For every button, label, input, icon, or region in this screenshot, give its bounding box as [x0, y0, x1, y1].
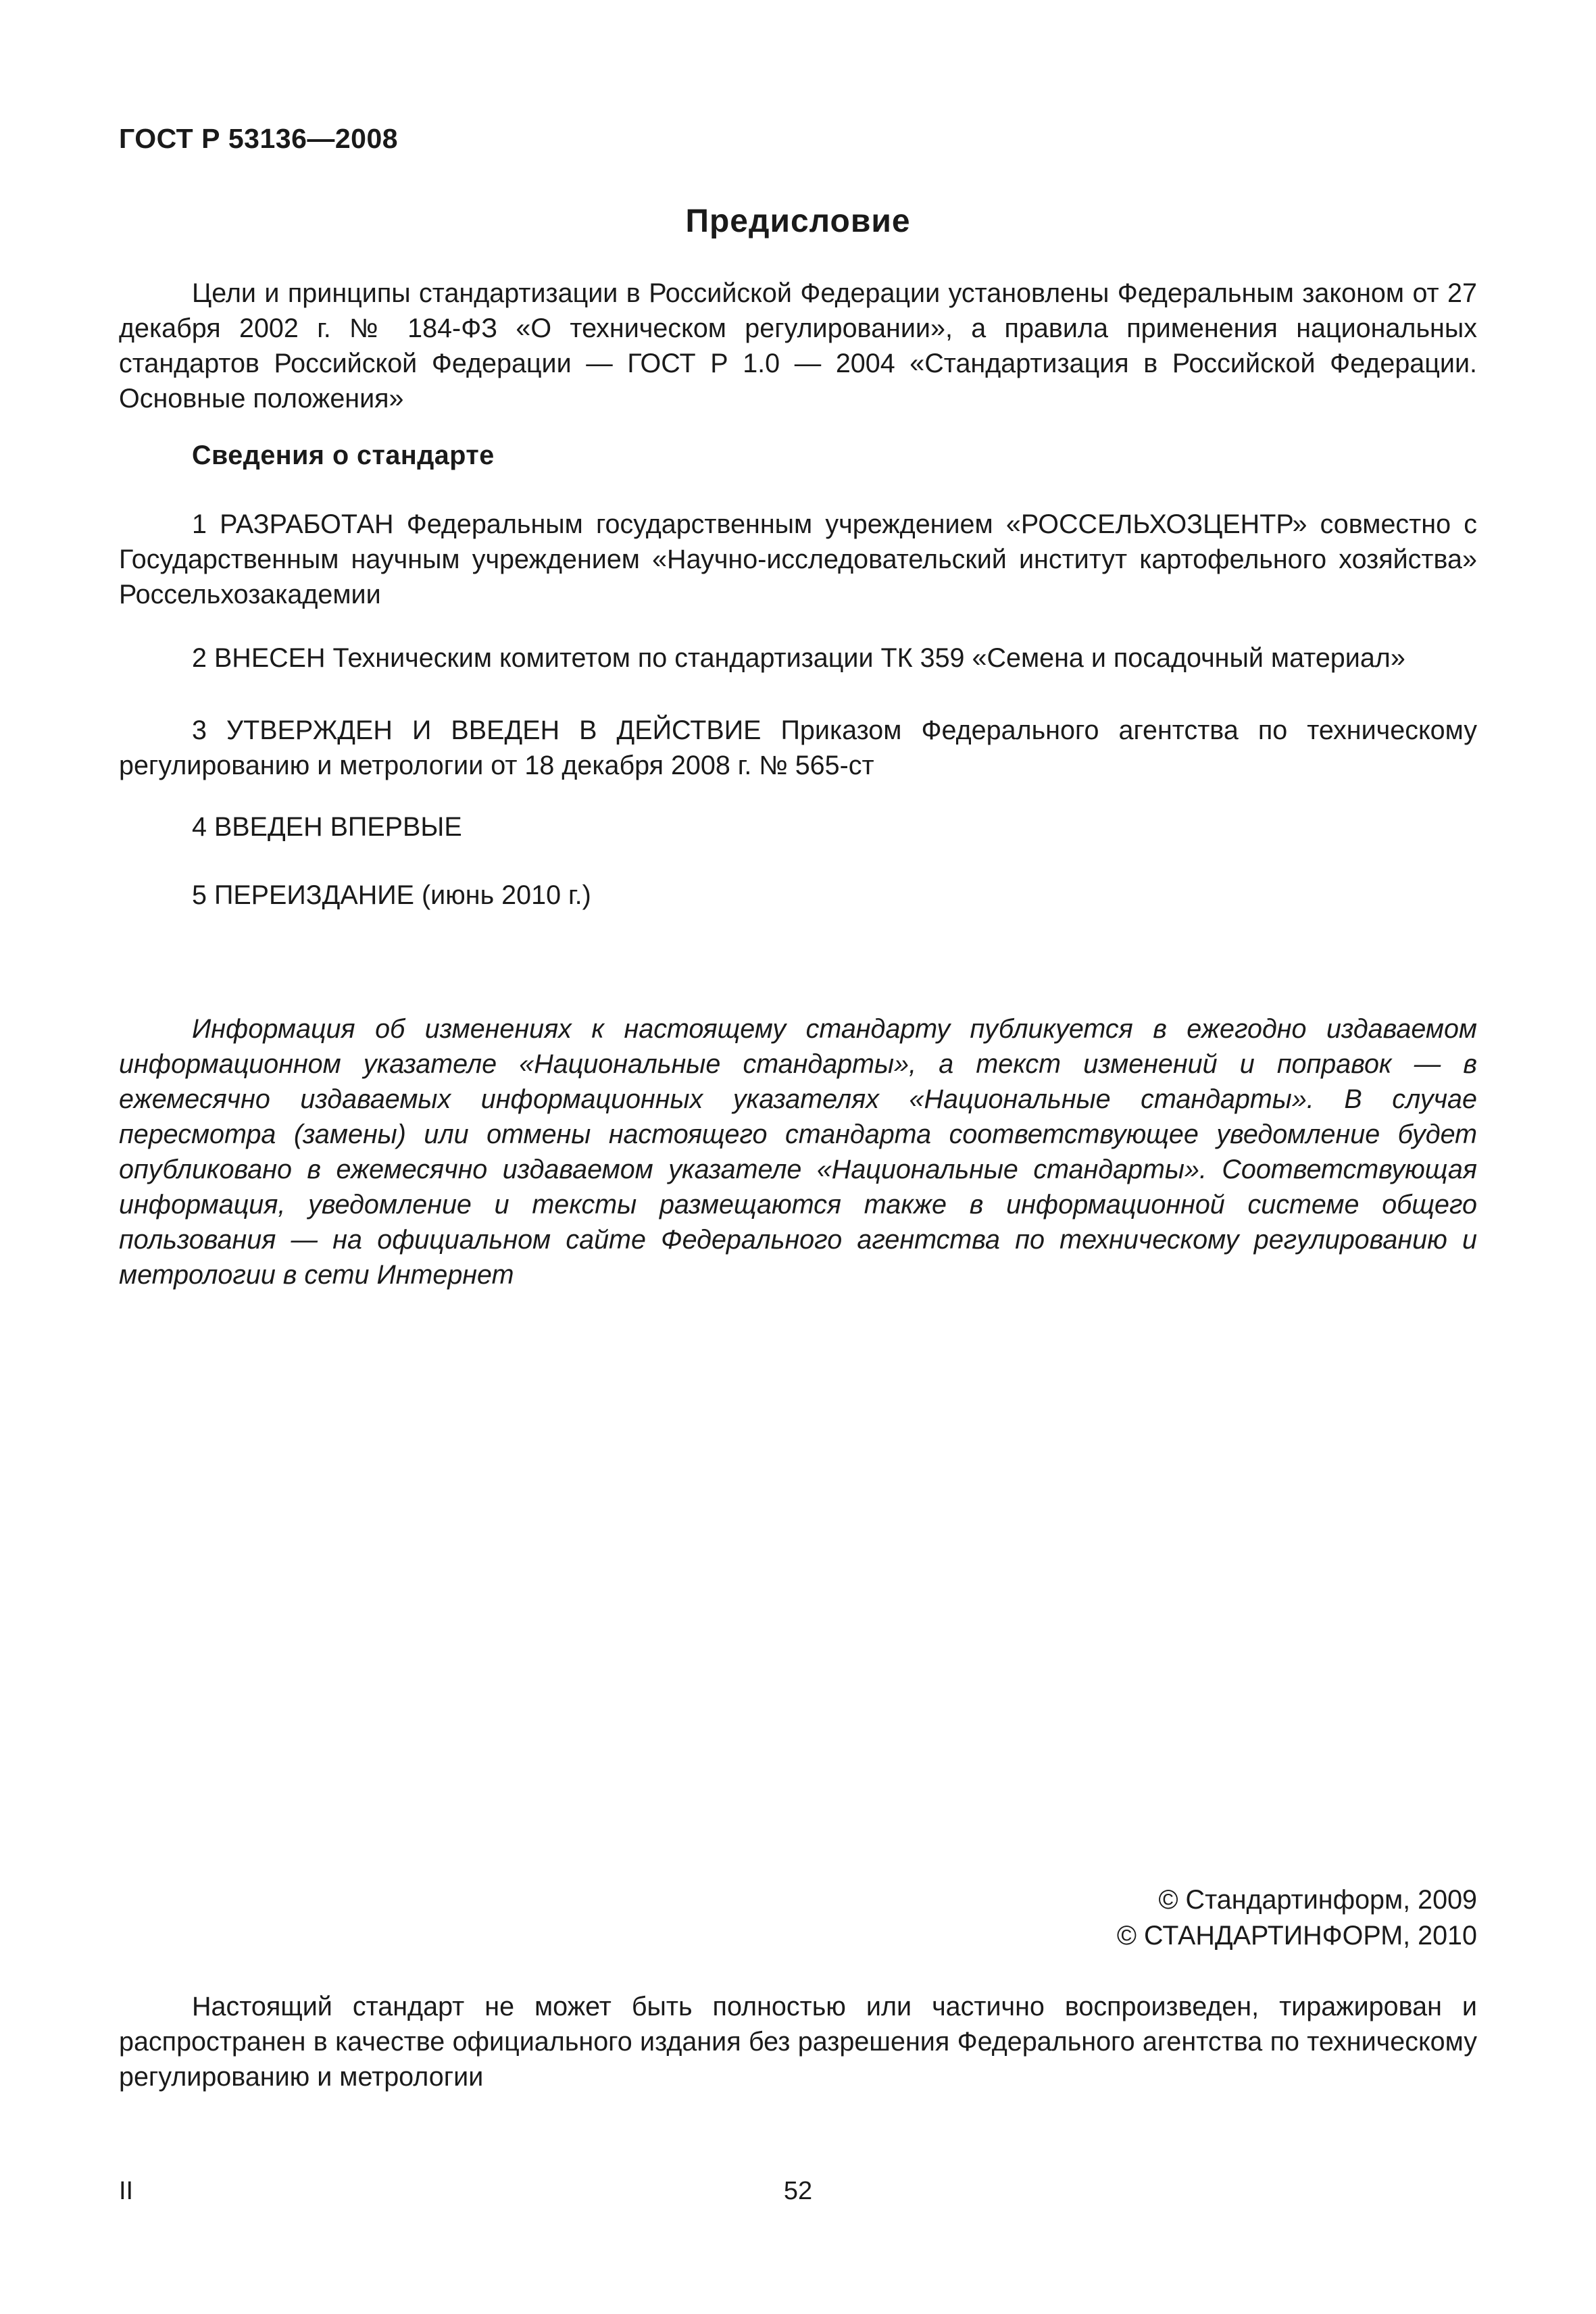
- reproduction-notice: Настоящий стандарт не может быть полностью или частично воспроизведен, тиражирован и распространен в качестве официального издания без разрешения Федерального агентства по техническому регулированию и метрологии: [119, 1992, 1477, 2092]
- info-item-5-label: 5 ПЕРЕИЗДАНИЕ: [192, 880, 414, 910]
- info-item-3: [119, 713, 1477, 783]
- info-item-4: [192, 812, 462, 842]
- info-item-1: [119, 507, 1477, 612]
- intro-paragraph: Цели и принципы стандартизации в Российской Федерации установлены Федеральным законом от 27 декабря 2002 г. № 184-ФЗ «О техническом регулировании», а правила применения национальных стандартов Российской Федерации — ГОСТ Р 1.0 — 2004 «Стандартизация в Российской Федерации. Основные положения»: [119, 278, 1477, 413]
- page-title: Предисловие: [685, 203, 911, 239]
- info-item-5-text: (июнь 2010 г.): [414, 880, 591, 910]
- info-item-1-label: 1 РАЗРАБОТАН: [192, 509, 394, 539]
- changes-notice: Информация об изменениях к настоящему стандарту публикуется в ежегодно издаваемом информационном указателе «Национальные стандарты», а текст изменений и поправок — в ежемесячно издаваемых информационных указателях «Национальные стандарты». В случае пересмотра (замены) или отмены настоящего стандарта соответствующее уведомление будет опубликовано в ежемесячно издаваемом указателе «Национальные стандарты». Соответствующая информация, уведомление и тексты размещаются также в информационной системе общего пользования — на официальном сайте Федерального агентства по техническому регулированию и метрологии в сети Интернет: [119, 1014, 1477, 1290]
- page-roman-numeral: II: [119, 2177, 134, 2205]
- copyright-2010: © СТАНДАРТИНФОРМ, 2010: [1116, 1921, 1477, 1951]
- standard-info-heading: Сведения о стандарте: [192, 441, 495, 470]
- info-item-2: [192, 643, 1405, 674]
- info-item-4-label: 4 ВВЕДЕН ВПЕРВЫЕ: [192, 812, 462, 842]
- info-item-1-text: Федеральным государственным учреждением «РОССЕЛЬХОЗЦЕНТР» совместно с Государственным научным учреждением «Научно-исследовательский институт картофельного хозяйства» Россельхозакадемии: [119, 509, 1477, 609]
- info-item-3-label: 3 УТВЕРЖДЕН И ВВЕДЕН В ДЕЙСТВИЕ: [192, 715, 762, 745]
- info-item-3-text: Приказом Федерального агентства по техническому регулированию и метрологии от 18 декабря 2008 г. № 565-ст: [119, 715, 1477, 780]
- page-number: 52: [783, 2177, 813, 2205]
- info-item-2-text: Техническим комитетом по стандартизации ТК 359 «Семена и посадочный материал»: [325, 643, 1405, 673]
- info-item-2-label: 2 ВНЕСЕН: [192, 643, 326, 673]
- info-item-5: [192, 880, 591, 911]
- copyright-2009: © Стандартинформ, 2009: [1158, 1885, 1477, 1915]
- document-code: ГОСТ Р 53136—2008: [119, 123, 399, 154]
